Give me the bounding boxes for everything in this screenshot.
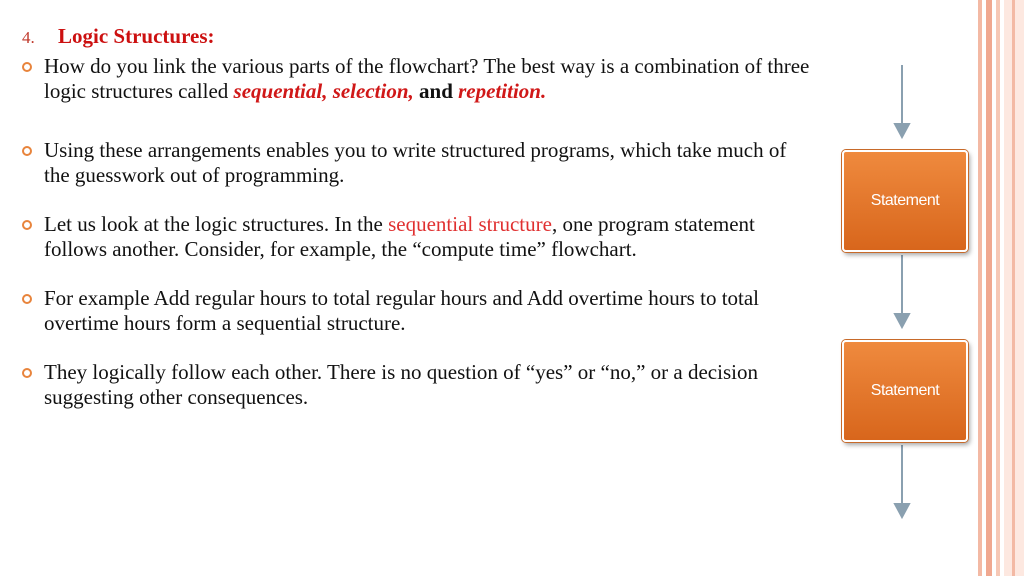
bullet-text: Let us look at the logic structures. In the [44, 212, 389, 236]
slide-heading [22, 22, 812, 52]
emphasis-text: repetition. [458, 79, 547, 103]
emphasis-text: sequential, selection, [233, 79, 414, 103]
bullet-icon [22, 294, 32, 304]
arrow-head [895, 504, 909, 517]
heading-title: Logic Structures: [58, 24, 215, 48]
decor-stripe [996, 0, 1000, 576]
bullet-icon [22, 62, 32, 72]
bullet-text: They logically follow each other. There is no question of “yes” or “no,” or a decision suggesting other consequences. [44, 360, 758, 409]
bullet-text: For example Add regular hours to total regular hours and Add overtime hours to total overtime hours form a sequential structure. [44, 286, 760, 335]
bullet-item [22, 360, 812, 410]
arrow-head [895, 124, 909, 137]
decor-stripe [986, 0, 992, 576]
slide-content [22, 22, 812, 434]
arrow-head [895, 314, 909, 327]
flow-arrows [830, 60, 980, 530]
bullet-text: , one program statement follows another. Consider, for example, the “compute time” flowchart. [44, 212, 755, 261]
bullet-icon [22, 220, 32, 230]
highlight-text: sequential structure [388, 212, 552, 236]
sequence-flowchart [830, 60, 980, 530]
bullet-icon [22, 368, 32, 378]
decor-stripe [1012, 0, 1015, 576]
bullet-item [22, 54, 812, 104]
statement-box: Statement [842, 150, 968, 252]
bullet-text: Using these arrangements enables you to write structured programs, which take much of the guesswork out of programming. [44, 138, 787, 187]
bullet-item [22, 138, 812, 188]
bullet-item [22, 212, 812, 262]
statement-box: Statement [842, 340, 968, 442]
bullet-item [22, 286, 812, 336]
bullet-icon [22, 146, 32, 156]
bold-text: and [419, 79, 453, 103]
heading-number: 4. [22, 28, 35, 47]
bullet-text: How do you link the various parts of the flowchart? The best way is a combination of three logic structures called [44, 54, 810, 103]
